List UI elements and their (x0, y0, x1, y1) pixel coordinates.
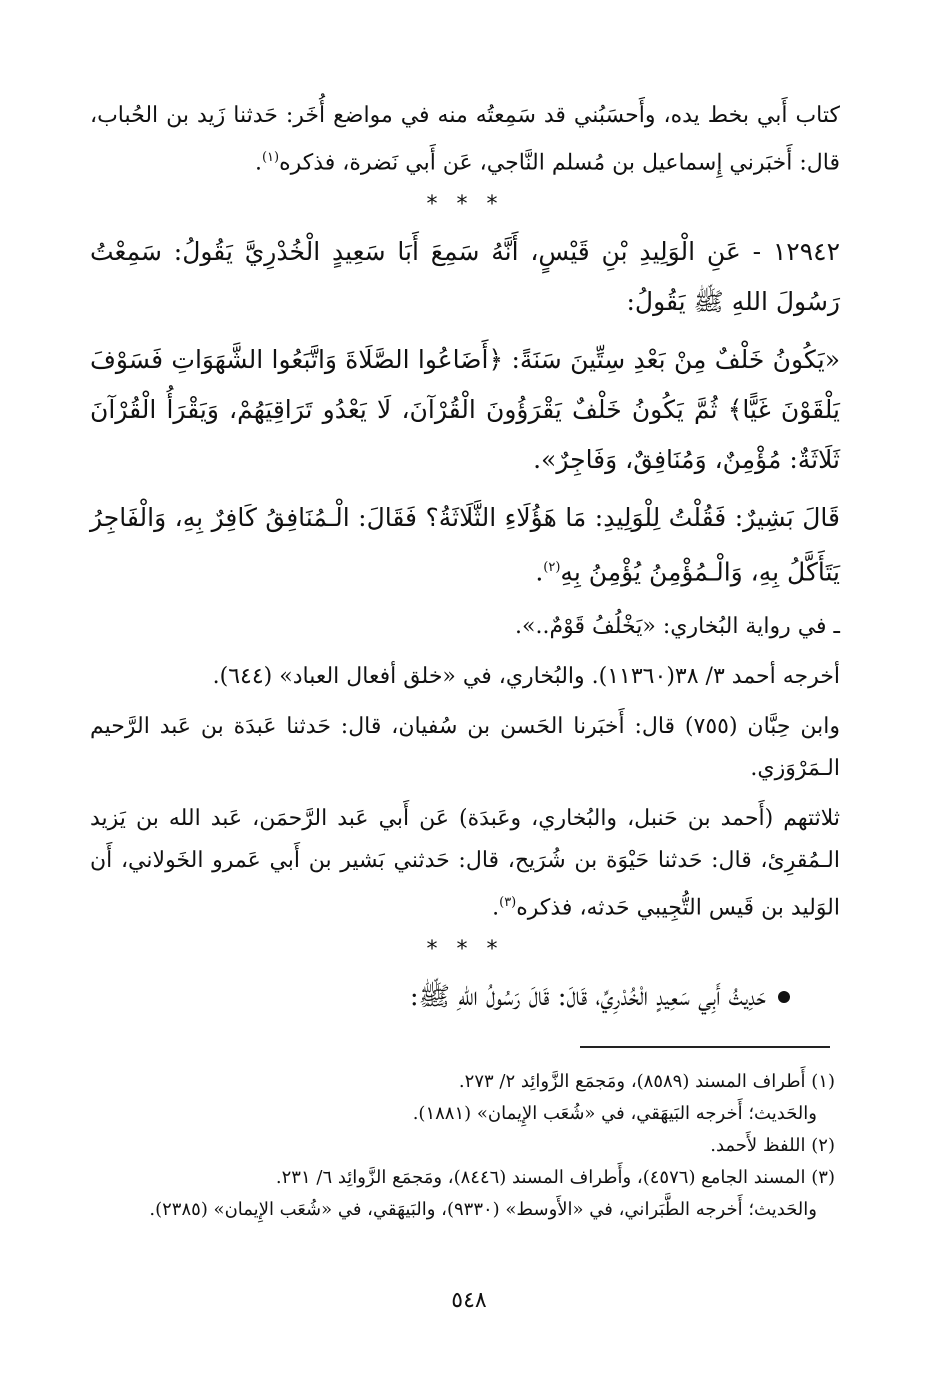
footnote-2: (٢) اللفظ لأَحمد. (710, 1135, 835, 1156)
bullet-icon (778, 991, 790, 1003)
bukhari-note: ـ في رواية البُخاري: «يَخْلُفُ قَوْمٌ..». (515, 613, 840, 639)
footnote-3: (٣) المسند الجامع (٤٥٧٦)، وأَطراف المسند (٨٤٤٦)، ومَجمَع الزَّوائِد ٦/ ٢٣١. (275, 1167, 835, 1188)
footnote-1-cont: والحَديث؛ أَخرجه البَيهَقي، في «شُعَب الإِيمان» (١٨٨١). (412, 1103, 817, 1124)
footnote-3-cont: والحَديث؛ أَخرجه الطَّبَراني، في «الأَوسط» (٩٣٣٠)، والبَيهَقي، في «شُعَب الإِيمان» (٢٣٨٥). (149, 1199, 817, 1220)
footnote-ref-1: (١) (261, 150, 280, 165)
chapter-heading (90, 972, 840, 1022)
footnote-divider (580, 1046, 830, 1048)
page-number: ٥٤٨ (451, 1288, 487, 1313)
chapter-heading-text: حَدِيثُ أَبِي سَعِيدٍ الْخُدْرِيِّ، قَالَ: قَالَ رَسُولُ اللهِ ﷺ: (409, 981, 766, 1012)
hadith-text: «يَكُونُ خَلْفٌ مِنْ بَعْدِ سِتِّينَ سَنَةً: ﴿أَضَاعُوا الصَّلَاةَ وَاتَّبَعُوا الشَّهَوَاتِ فَسَوْفَ يَلْقَوْنَ غَيًّا﴾ ثُمَّ يَكُونُ خَلْفٌ يَقْرَؤُونَ الْقُرْآنَ، لَا يَعْدُو تَرَاقِيَهُمْ، وَيَقْرَأُ الْقُرْآنَ ثَلَاثَةٌ: مُؤْمِنٌ، وَمُنَافِقٌ، وَفَاجِرٌ». (90, 345, 840, 475)
footnote-1: (١) أَطراف المسند (٨٥٨٩)، ومَجمَع الزَّوائِد ٢/ ٢٧٣. (458, 1071, 835, 1092)
takhrij-3: ثلاثتهم (أَحمد بن حَنبل، والبُخاري، وعَبدَة) عَن أَبي عَبد الرَّحمَن، عَبد الله بن يَزيد الـمُقرِئ، قال: حَدثنا حَيْوَة بن شُرَيح، قال: حَدثني بَشير بن أَبي عَمرو الخَولاني، أَن الوَليد بن قَيس التُّجِيبي حَدثه، فذكره$^{(٣)}$. (90, 805, 840, 920)
footnote-ref-3: (٣) (499, 894, 517, 910)
bashir-paragraph: قَالَ بَشِيرٌ: فَقُلْتُ لِلْوَلِيدِ: مَا هَؤُلَاءِ الثَّلَاثَةُ؟ فَقَالَ: الْـمُنَافِقُ كَافِرٌ بِهِ، وَالْفَاجِرُ يَتَأَكَّلُ بِهِ، وَالْـمُؤْمِنُ يُؤْمِنُ بِهِ$^{(٢)}$. (90, 503, 840, 587)
top-line-1: كتاب أَبي بخط يده، وأَحسَبُني قد سَمِعتُه منه في مواضع أُخَر: حَدثنا زَيد بن الحُباب، (90, 103, 840, 128)
takhrij-2: وابن حِبَّان (٧٥٥) قال: أَخبَرنا الحَسن بن سُفيان، قال: حَدثنا عَبدَة بن عَبد الرَّحيم الـمَرْوَزي. (90, 713, 840, 781)
hadith-intro-text: عَنِ الْوَلِيدِ بْنِ قَيْسٍ، أَنَّهُ سَمِعَ أَبَا سَعِيدٍ الْخُدْرِيَّ يَقُولُ: سَمِعْتُ رَسُولَ اللهِ ﷺ يَقُولُ: (90, 237, 840, 317)
page-body (90, 95, 840, 1022)
takhrij-1: أخرجه أحمد ٣/ ٣٨(١١٣٦٠). والبُخاري، في «خلق أفعال العباد» (٦٤٤). (212, 663, 840, 689)
separator-stars: * * * (426, 192, 504, 218)
top-paragraph: كتاب أَبي بخط يده، وأَحسَبُني قد سَمِعتُه منه في مواضع أُخَر: حَدثنا زَيد بن الحُباب، قال: أَخبَرني إِسماعيل بن مُسلم النَّاجي، عَن أَبي نَضرة، فذكره$^{(١)}$. (90, 103, 840, 176)
hadith-number: ١٢٩٤٢ - (752, 237, 841, 267)
footnote-ref-2: (٢) (543, 560, 561, 576)
hadith-intro (90, 227, 840, 327)
footnotes (100, 1066, 835, 1226)
bashir-text: قَالَ بَشِيرٌ: فَقُلْتُ لِلْوَلِيدِ: مَا هَؤُلَاءِ الثَّلَاثَةُ؟ فَقَالَ: الْـمُنَافِقُ كَافِرٌ بِهِ، وَالْفَاجِرُ يَتَأَكَّلُ بِهِ، وَالْـمُؤْمِنُ يُؤْمِنُ بِهِ (90, 503, 840, 587)
top-line-2: قال: أَخبَرني إِسماعيل بن مُسلم النَّاجي، عَن أَبي نَضرة، فذكره (279, 150, 840, 176)
separator-stars-2: * * * (426, 936, 504, 962)
takhrij-3-text: ثلاثتهم (أَحمد بن حَنبل، والبُخاري، وعَبدَة) عَن أَبي عَبد الرَّحمَن، عَبد الله بن يَزيد الـمُقرِئ، قال: حَدثنا حَيْوَة بن شُرَيح، قال: حَدثني بَشير بن أَبي عَمرو الخَولاني، أَن الوَليد بن قَيس التُّجِيبي حَدثه، فذكره (90, 805, 840, 920)
